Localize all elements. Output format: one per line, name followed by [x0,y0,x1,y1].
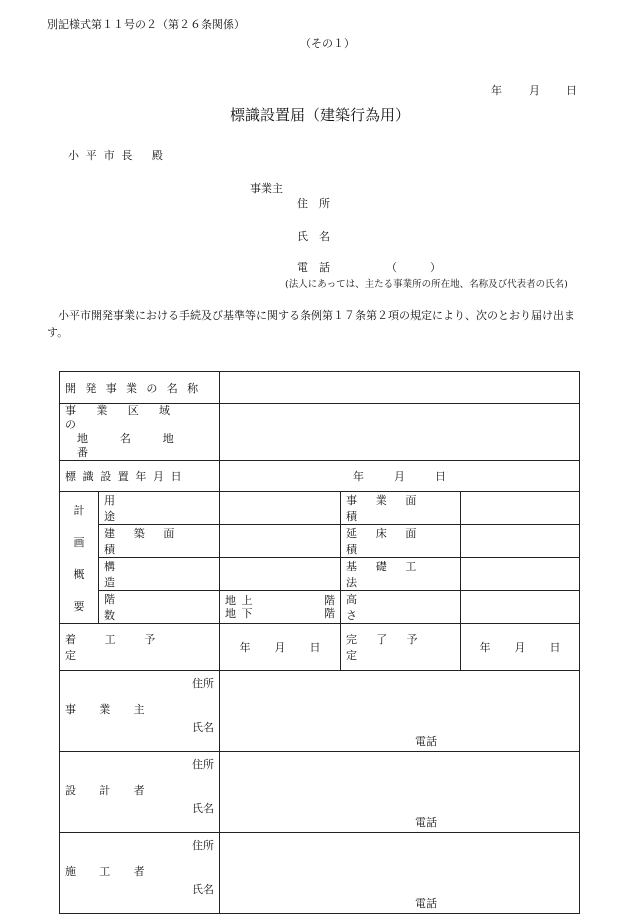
sign-date-year: 年 [353,470,365,483]
row-floors [60,591,580,624]
sign-date-text: 標識設置年月日 [65,470,189,483]
designer-label-cell [60,752,220,833]
date-year: 年 [491,84,502,97]
use-field[interactable] [220,492,341,525]
plan-char-2: 画 [73,535,85,549]
contractor-phone-label: 電話 [415,896,438,910]
building-area-label: 建築面積 [99,525,220,558]
complete-planned-label: 完了予定 [341,624,461,671]
row-designer [60,752,580,833]
row-area-location [60,404,580,461]
start-planned-field[interactable]: 年 月 日 [220,624,341,671]
start-planned-label: 着工予定 [60,624,220,671]
owner-name-label: 氏名 [192,721,215,734]
height-label: 高さ [341,591,461,624]
area-location-label [60,404,220,461]
owner-label-cell [60,671,220,752]
row-contractor [60,833,580,914]
area-location-line1: 事業区域の [65,404,191,431]
sign-date-label [60,461,220,492]
business-area-label: 事業面積 [341,492,461,525]
contractor-address-label: 住所 [192,839,215,852]
use-label: 用途 [99,492,220,525]
floor-area-field[interactable] [461,525,580,558]
area-location-line2: 地名地番 [77,432,206,459]
contractor-label: 施 工 者 [65,865,155,878]
owner-address-label: 住所 [192,677,215,690]
contractor-field[interactable] [220,833,580,914]
notification-form-table [59,371,580,914]
floors-label: 階数 [99,591,220,624]
below-ground-line: 地下 階 [225,607,336,620]
floors-field[interactable] [220,591,341,624]
sign-date-month: 月 [394,470,406,483]
row-business-owner [60,671,580,752]
applicant-phone-parens: （ ） [386,261,441,274]
row-use [60,492,580,525]
area-location-field[interactable] [220,404,580,461]
row-building-area [60,525,580,558]
applicant-address-label: 住 所 [297,197,330,210]
row-project-name [60,372,580,404]
sign-date-day: 日 [435,470,447,483]
applicant-heading: 事業主 [250,182,283,195]
plan-char-1: 計 [73,503,85,517]
date-month: 月 [529,84,540,97]
body-text: 小平市開発事業における手続及び基準等に関する条例第１７条第２項の規定により、次のとおり届け出ます。 [47,309,575,339]
row-sign-date [60,461,580,492]
contractor-name-label: 氏名 [192,883,215,896]
project-name-field[interactable] [220,372,580,404]
row-schedule [60,624,580,671]
above-ground-line: 地上 階 [225,594,336,607]
date-day: 日 [566,84,577,97]
designer-phone-label: 電話 [415,815,438,829]
project-name-text: 開発事業の名称 [65,381,208,395]
applicant-note: (法人にあっては、主たる事業所の所在地、名称及び代表者の氏名) [285,279,568,290]
designer-address-label: 住所 [192,758,215,771]
owner-field[interactable] [220,671,580,752]
project-name-label [60,372,220,404]
recipient: 小 平 市 長 殿 [68,149,165,162]
plan-char-3: 概 [73,567,85,581]
floor-area-label: 延床面積 [341,525,461,558]
owner-phone-label: 電話 [415,734,438,748]
building-area-field[interactable] [220,525,341,558]
structure-label: 構造 [99,558,220,591]
sign-date-field[interactable] [220,461,580,492]
designer-field[interactable] [220,752,580,833]
designer-name-label: 氏名 [192,802,215,815]
complete-planned-field[interactable]: 年 月 日 [461,624,580,671]
applicant-name-label: 氏 名 [297,230,330,243]
plan-summary-label [60,492,99,624]
applicant-phone-label: 電 話 [297,261,330,274]
contractor-label-cell [60,833,220,914]
form-part: （その１） [300,37,355,50]
row-structure [60,558,580,591]
owner-label: 事 業 主 [65,703,155,716]
form-reference: 別記様式第１１号の２（第２６条関係） [47,18,245,31]
structure-field[interactable] [220,558,341,591]
document-title: 標識設置届（建築行為用） [230,106,411,124]
designer-label: 設 計 者 [65,784,155,797]
foundation-label: 基礎工法 [341,558,461,591]
business-area-field[interactable] [461,492,580,525]
height-field[interactable] [461,591,580,624]
plan-char-4: 要 [73,599,85,613]
foundation-field[interactable] [461,558,580,591]
